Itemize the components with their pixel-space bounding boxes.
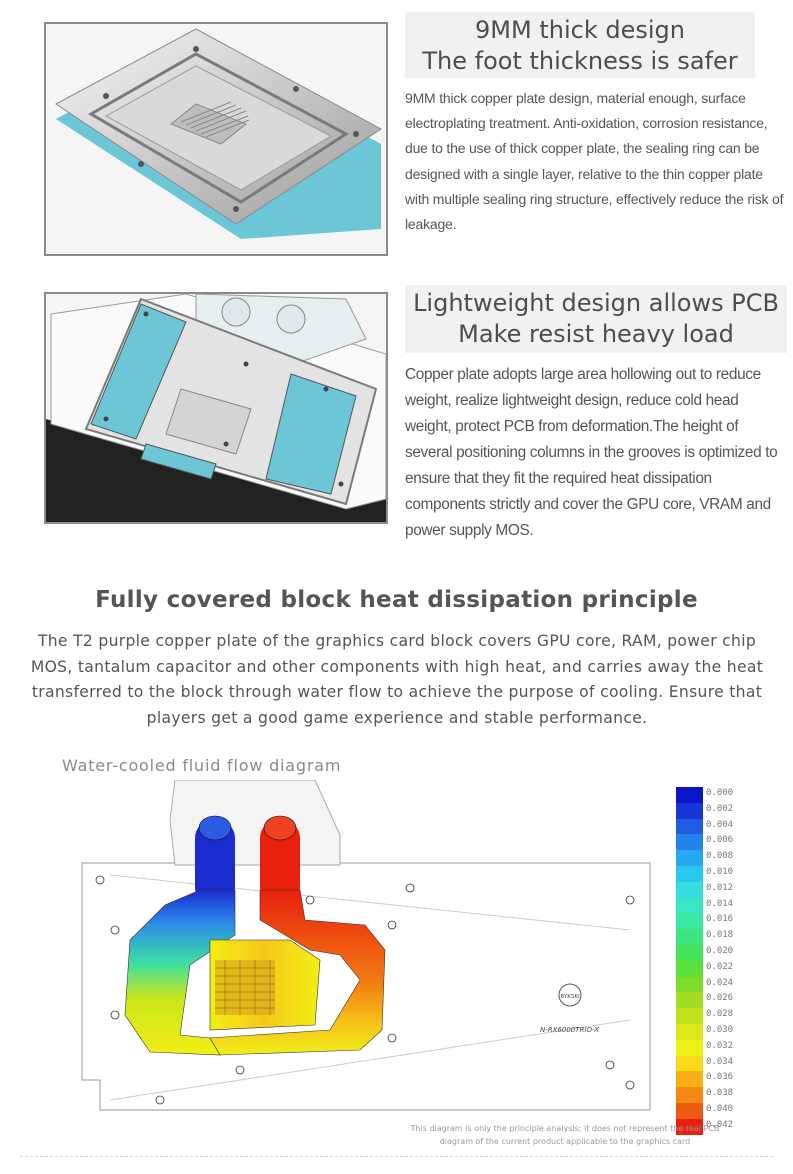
legend-row [676,961,736,977]
diagram-disclaimer [380,1119,750,1148]
legend-swatch [676,866,703,882]
section2-description: Copper plate adopts large area hollowing out to reduce weight, realize lightweight design, reduce cold head weight, protect PCB from deformation.The height of several positioning columns in the grooves is optimized to ensure that they fit the required heat dissipation components strictly and cover the GPU core, VRAM and power supply MOS. [405,366,778,539]
legend-row [676,819,736,835]
legend-label: 0.038 [706,1088,734,1099]
legend-swatch [676,945,703,961]
legend-label: 0.020 [706,946,734,956]
legend-swatch [676,1056,703,1072]
section2-heading [405,285,787,353]
principle-title: Fully covered block heat dissipation principle [95,587,698,613]
legend-label: 0.014 [706,898,734,909]
legend-label: 0.034 [706,1056,734,1067]
legend-label: 0.032 [706,1040,734,1051]
legend-row [676,787,736,803]
legend-label: 0.002 [706,803,734,814]
copper-plate-photo [44,22,388,256]
legend-row [676,977,736,993]
legend-swatch [676,850,703,866]
legend-label: 0.040 [706,1104,734,1114]
disclaimer-line1: This diagram is only the principle analysis; it does not represent the real PCB [410,1124,720,1133]
legend-swatch [676,961,703,977]
legend-swatch [676,992,703,1008]
section1-heading [405,12,755,78]
legend-label: 0.036 [706,1072,734,1083]
lightweight-block-photo [44,292,388,524]
legend-label: 0.022 [706,961,734,972]
legend-swatch [676,1008,703,1024]
legend-label: 0.024 [706,977,734,988]
legend-row [676,1056,736,1072]
legend-swatch [676,882,703,898]
legend-swatch [676,913,703,929]
legend-row [676,882,736,898]
legend-swatch [676,834,703,850]
legend-label: 0.018 [706,930,734,941]
legend-row [676,1024,736,1040]
legend-label: 0.004 [706,819,734,830]
section1-description: 9MM thick copper plate design, material enough, surface electroplating treatment. Anti-oxidation, corrosion resistance, due to the use of thick copper plate, the sealing ring can be designed with a single layer, relative to the thin copper plate with multiple sealing ring structure, effectively reduce the risk of leakage. [405,90,784,233]
legend-label: 0.042 [706,1119,734,1130]
legend-row [676,1008,736,1024]
legend-swatch [676,1040,703,1056]
legend-swatch [676,819,703,835]
legend-row [676,1040,736,1056]
legend-swatch [676,898,703,914]
legend-swatch [676,803,703,819]
principle-description: The T2 purple copper plate of the graphics card block covers GPU core, RAM, power chip MOS, tantalum capacitor and other components with high heat, and carries away the heat transferred to the block through water flow to achieve the purpose of cooling. Ensure that players get a good game experience and stable performance. [30,632,764,727]
legend-swatch [676,787,703,803]
legend-label: 0.016 [706,914,734,925]
disclaimer-line2: diagram of the current product applicable to the graphics card [439,1137,691,1146]
lightweight-block-illustration [46,294,386,522]
bottom-divider [20,1156,773,1157]
legend-row [676,866,736,882]
legend-label: 0.026 [706,993,734,1004]
fluid-flow-diagram [70,780,670,1120]
pcb-logo-text: BYKSKI [560,994,580,1000]
legend-swatch [676,929,703,945]
legend-row [676,850,736,866]
copper-plate-illustration [46,24,386,254]
legend-row [676,803,736,819]
section2-heading-line1: Lightweight design allows PCB [413,289,779,317]
legend-swatch [676,977,703,993]
legend-row [676,1071,736,1087]
legend-row [676,929,736,945]
legend-row [676,834,736,850]
legend-row [676,913,736,929]
legend-label: 0.000 [706,788,734,798]
flow-velocity-legend [676,787,736,1130]
legend-label: 0.028 [706,1009,734,1020]
legend-row [676,1103,736,1119]
legend-label: 0.012 [706,882,734,893]
legend-label: 0.006 [706,835,734,846]
legend-swatch [676,1071,703,1087]
legend-row [676,992,736,1008]
legend-swatch [676,1087,703,1103]
legend-row [676,1087,736,1103]
section1-heading-line2: The foot thickness is safer [422,47,738,75]
pcb-logo [559,984,581,1006]
legend-label: 0.010 [706,867,734,877]
legend-label: 0.008 [706,851,734,862]
legend-label: 0.030 [706,1025,734,1035]
section2-heading-line2: Make resist heavy load [458,320,734,348]
legend-row [676,898,736,914]
section1-heading-line1: 9MM thick design [475,16,685,44]
legend-swatch [676,1024,703,1040]
diagram-title: Water-cooled fluid flow diagram [62,756,342,775]
pcb-model-label: N-RX6000TRIO-X [540,1026,600,1034]
legend-swatch [676,1103,703,1119]
legend-row [676,945,736,961]
